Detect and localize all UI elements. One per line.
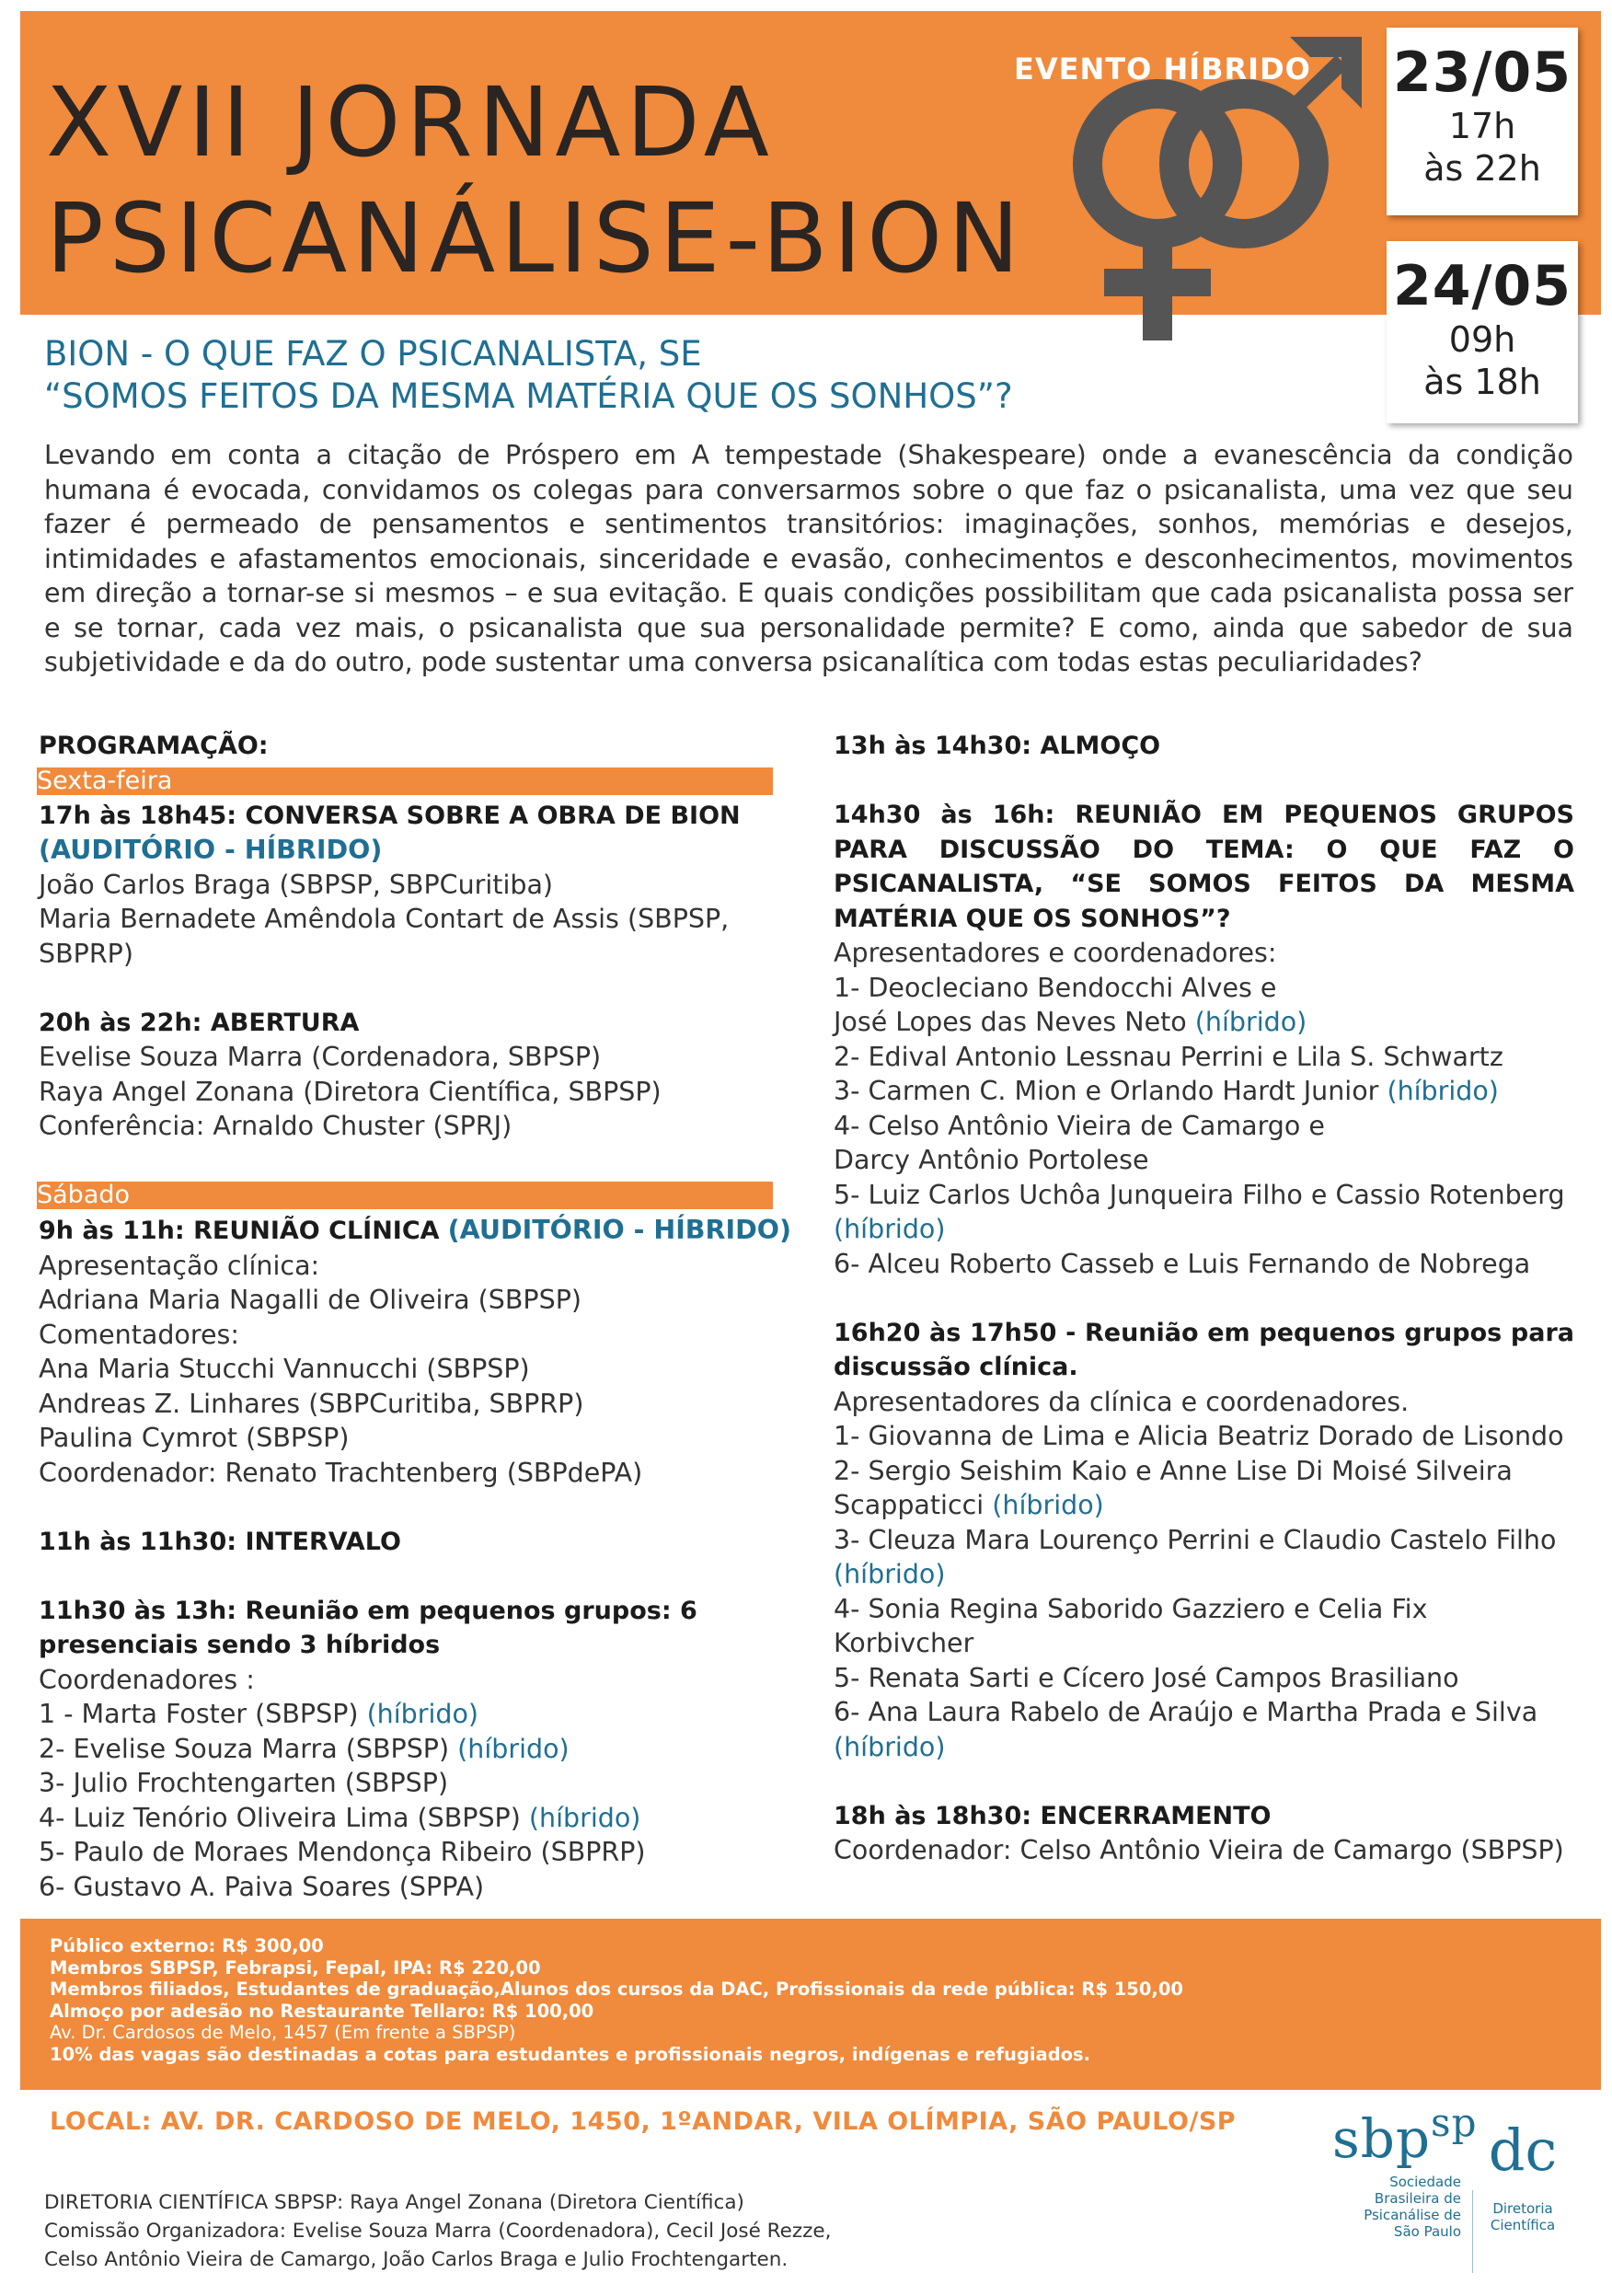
day-label-friday: Sexta-feira [37,767,773,795]
date-time-end-1: às 22h [1423,148,1541,189]
price-line: Almoço por adesão no Restaurante Tellaro: R$ 100,00 [50,2000,594,2022]
credit-line: Celso Antônio Vieira de Camargo, João Carlos Braga e Julio Frochtengarten. [44,2248,789,2271]
session-title: 17h às 18h45: CONVERSA SOBRE A OBRA DE BION [39,801,741,830]
price-line: 10% das vagas são destinadas a cotas para estudantes e profissionais negros, indígenas e refugiados. [50,2043,1091,2065]
session-title-row [39,1213,793,1249]
dc-logo-mark: dc [1488,2117,1558,2184]
list-item: 2- Sergio Seishim Kaio e Anne Lise Di Moisé Silveira Scappaticci (híbrido) [834,1455,1513,1520]
hybrid-tag: (híbrido) [834,1559,946,1589]
session-title: 16h20 às 17h50 - Reunião em pequenos grupos para discussão clínica. [834,1318,1574,1381]
dc-logo: dc Diretoria Científica [1488,2117,1558,2233]
date-time-end-2: às 18h [1423,362,1541,402]
subtitle-line-2: “SOMOS FEITOS DA MESMA MATÉRIA QUE OS SONHOS”? [44,376,1013,416]
logo-divider [1472,2190,1473,2273]
session-tag: (AUDITÓRIO - HÍBRIDO) [39,835,383,865]
list-item: Comentadores: [39,1319,239,1350]
list-item: 6- Ana Laura Rabelo de Araújo e Martha Prada e Silva [834,1697,1538,1727]
session-title: 11h30 às 13h: Reunião em pequenos grupos: 6 presenciais sendo 3 híbridos [39,1596,697,1659]
list-item: 4- Luiz Tenório Oliveira Lima (SBPSP) (híbrido) [39,1802,641,1833]
list-item: 1 - Marta Foster (SBPSP) (híbrido) [39,1699,479,1729]
credit-line: DIRETORIA CIENTÍFICA SBPSP: Raya Angel Zonana (Diretora Científica) [44,2191,744,2214]
list-item: Ana Maria Stucchi Vannucchi (SBPSP) [39,1354,530,1384]
session-title: 11h às 11h30: INTERVALO [39,1527,401,1556]
session-title: 18h às 18h30: ENCERRAMENTO [834,1801,1272,1830]
session-title: 9h às 11h: REUNIÃO CLÍNICA [39,1217,440,1245]
price-line: Membros filiados, Estudantes de graduação,Alunos dos cursos da DAC, Profissionais da rede pública: R$ 150,00 [50,1979,1183,2000]
date-time-start-1: 17h [1448,106,1516,146]
sbpsp-logo-mark: sbp$^{sp}$ [1332,2100,1478,2170]
credits [44,2188,831,2274]
list-item: 5- Luiz Carlos Uchôa Junqueira Filho e Cassio Rotenberg [834,1179,1565,1210]
price-line: Av. Dr. Cardosos de Melo, 1457 (Em frente a SBPSP) [50,2022,516,2043]
list-item: 4- Celso Antônio Vieira de Camargo e [834,1110,1325,1141]
list-item: 1- Giovanna de Lima e Alicia Beatriz Dorado de Lisondo [834,1421,1564,1451]
date-box-day-2 [1387,241,1578,423]
session-title: 13h às 14h30: ALMOÇO [834,732,1161,760]
hybrid-tag: (híbrido) [1387,1076,1499,1106]
list-item: 4- Sonia Regina Saborido Gazziero e Celia Fix Korbivcher [834,1593,1428,1658]
list-item: 1- Deocleciano Bendocchi Alves e [834,972,1277,1003]
date-time-start-2: 09h [1448,319,1516,360]
participant: João Carlos Braga (SBPSP, SBPCuritiba) [39,869,554,900]
list-item: José Lopes das Neves Neto (híbrido) [834,1007,1307,1037]
list-item: Coordenador: Renato Trachtenberg (SBPdePA) [39,1457,643,1488]
list-item: Coordenador: Celso Antônio Vieira de Camargo (SBPSP) [834,1835,1564,1865]
hybrid-tag: (híbrido) [834,1214,946,1244]
date-day-1: 23/05 [1393,40,1572,105]
prices-band [20,1919,1601,2090]
hybrid-tag: (híbrido) [992,1490,1104,1520]
sbpsp-logo: sbp$^{sp}$ Sociedade Brasileira de Psicanálise de São Paulo [1332,2100,1478,2240]
list-item: 6- Alceu Roberto Casseb e Luis Fernando de Nobrega [834,1248,1531,1279]
list-item: 6- Gustavo A. Paiva Soares (SPPA) [39,1871,485,1902]
date-box-day-1 [1387,28,1578,215]
session-title: 20h às 22h: ABERTURA [39,1008,360,1037]
list-item: Paulina Cymrot (SBPSP) [39,1423,350,1453]
list-item: Apresentação clínica: [39,1250,320,1281]
price-line: Público externo: R$ 300,00 [50,1935,324,1956]
list-item: 5- Renata Sarti e Cícero José Campos Brasiliano [834,1662,1459,1693]
participant: Raya Angel Zonana (Diretora Científica, SBPSP) [39,1076,662,1107]
date-day-2: 24/05 [1393,254,1572,318]
list-item: 2- Edival Antonio Lessnau Perrini e Lila S. Schwartz [834,1041,1503,1072]
list-item: 3- Cleuza Mara Lourenço Perrini e Claudio Castelo Filho [834,1524,1557,1555]
gender-symbols-icon [1049,28,1371,359]
participant: Maria Bernadete Amêndola Contart de Assis (SBPSP, SBPRP) [39,904,730,969]
theme-subtitle [44,333,1013,418]
session-tag: (AUDITÓRIO - HÍBRIDO) [447,1215,791,1245]
list-item: Apresentadores e coordenadores: [834,938,1277,968]
hybrid-tag: (híbrido) [1194,1007,1307,1037]
participant: Conferência: Arnaldo Chuster (SPRJ) [39,1111,512,1141]
list-item: Darcy Antônio Portolese [834,1145,1149,1175]
list-item: Andreas Z. Linhares (SBPCuritiba, SBPRP) [39,1388,584,1419]
hybrid-tag: (híbrido) [834,1731,946,1762]
list-item: 2- Evelise Souza Marra (SBPSP) (híbrido) [39,1733,570,1764]
hybrid-tag: (híbrido) [528,1802,641,1833]
event-type-label: EVENTO HÍBRIDO [1014,52,1311,87]
hybrid-tag: (híbrido) [457,1733,570,1764]
event-title-line-1: XVII JORNADA [46,66,775,179]
program-left-column [39,729,793,1904]
list-item: 3- Julio Frochtengarten (SBPSP) [39,1768,449,1798]
subtitle-line-1: BION - O QUE FAZ O PSICANALISTA, SE [44,334,702,374]
session-title: 14h30 às 16h: REUNIÃO EM PEQUENOS GRUPOS PARA DISCUSSÃO DO TEMA: O QUE FAZ O PSICANALISTA, “SE SOMOS FEITOS DA MESMA MATÉRIA QUE OS SONHOS”? [834,801,1574,933]
list-item: 3- Carmen C. Mion e Orlando Hardt Junior (híbrido) [834,1076,1499,1106]
program-heading: PROGRAMAÇÃO: [39,732,269,760]
credit-line: Comissão Organizadora: Evelise Souza Marra (Coordenadora), Cecil José Rezze, [44,2220,832,2243]
participant: Evelise Souza Marra (Cordenadora, SBPSP) [39,1042,602,1072]
event-location: LOCAL: AV. DR. CARDOSO DE MELO, 1450, 1ºANDAR, VILA OLÍMPIA, SÃO PAULO/SP [50,2107,1237,2136]
hybrid-tag: (híbrido) [366,1699,479,1729]
program-right-column [834,729,1574,1868]
list-item: Adriana Maria Nagalli de Oliveira (SBPSP) [39,1285,581,1315]
list-item: Apresentadores da clínica e coordenadores. [834,1386,1410,1417]
day-label-saturday: Sábado [37,1182,773,1209]
price-line: Membros SBPSP, Febrapsi, Fepal, IPA: R$ 220,00 [50,1956,541,1979]
list-item: 5- Paulo de Moraes Mendonça Ribeiro (SBPRP) [39,1837,646,1867]
intro-paragraph: Levando em conta a citação de Próspero em A tempestade (Shakespeare) onde a evanescência da condição humana é evocada, convidamos os colegas para conversarmos sobre o que faz o psicanalista, uma vez que seu fazer é permeado de pensamentos e sentimentos transitórios: imaginações, sonhos, memórias e desejos, intimidades e afastamentos emocionais, sinceridade e evasão, conhecimentos e desconhecimentos, movimentos em direção a tornar-se si mesmos – e sua evitação. E quais condições possibilitam que cada psicanalista possa ser e se tornar, cada vez mais, o psicanalista que sua personalidade permite? E como, ainda que sabedor de sua subjetividade e da do outro, pode sustentar uma conversa psicanalítica com todas estas peculiaridades? [44,440,1573,677]
event-title-line-2: PSICANÁLISE-BION [46,182,1025,294]
list-item: Coordenadores : [39,1664,255,1695]
